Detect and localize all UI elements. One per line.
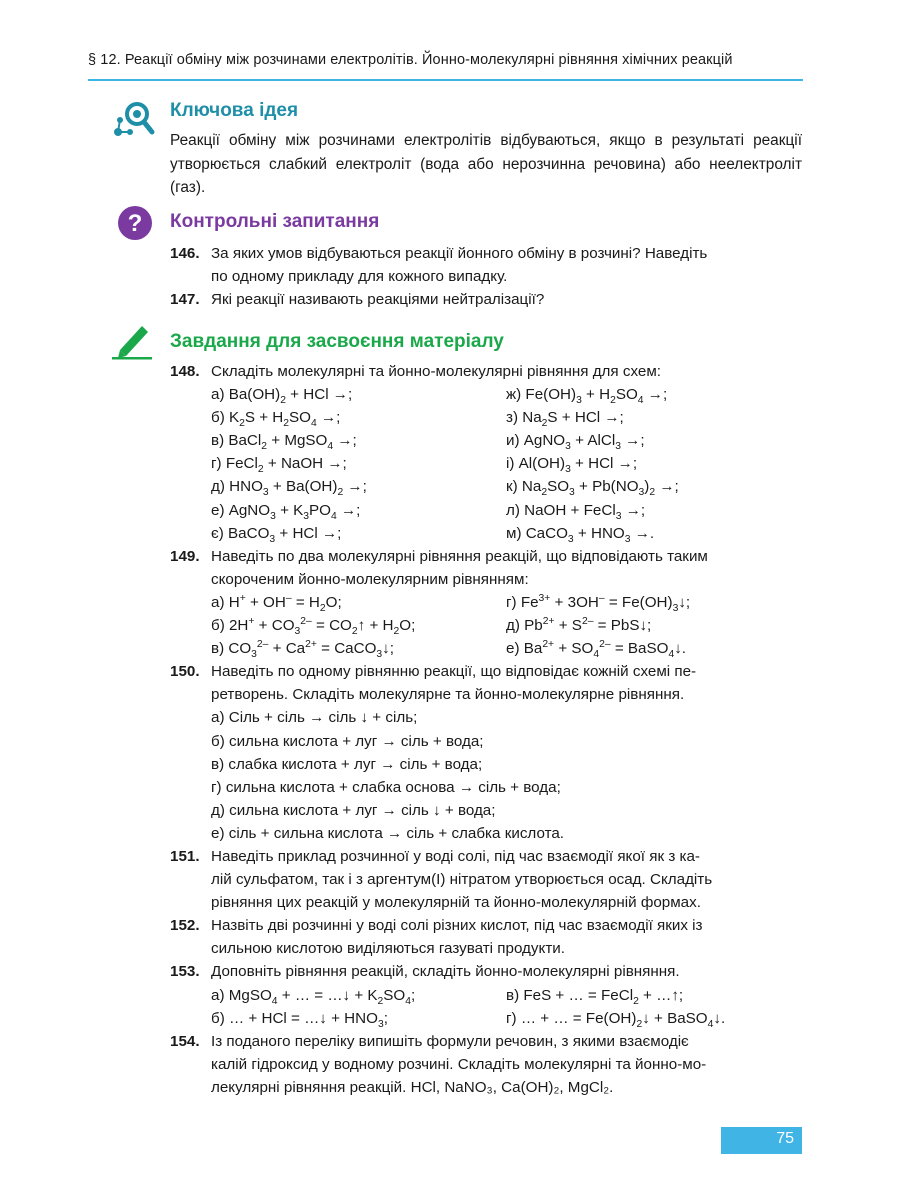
scheme-e: е) AgNO$_3$ + $K_3PO_4$ →; [211, 501, 361, 522]
equation-v: в) FeS + … = FeCl$_2$ + …↑; [506, 986, 684, 1007]
scheme-l: л) NaOH + FeCl$_3$ →; [506, 501, 646, 522]
question-146: 146. За яких умов відбуваються реакції йонного обміну в розчині? Наведіть [170, 242, 802, 265]
task-number: 153. [170, 963, 200, 981]
ionic-eq-d: д) $Pb^{2+} + S^{2-}$ = PbS↓; [506, 615, 652, 635]
scheme-a: а) $Ba(OH)_2$ + HCl →; [211, 386, 353, 407]
scheme-zh: ж) $Fe(OH)_3 + H_2SO_4$ →; [506, 386, 668, 407]
control-title: Контрольні запитання [170, 211, 380, 232]
svg-text:?: ? [127, 210, 143, 237]
scheme-ye: є) BaCO$_3$ + HCl →; [211, 524, 342, 545]
equation-a: а) MgSO$_4$ + … = …↓ + $K_2SO_4$; [211, 986, 416, 1007]
scheme-item: б) сильна кислота + луг → сіль + вода; [211, 732, 484, 750]
key-idea-title: Ключова ідея [170, 100, 299, 121]
ionic-eq-b: б) $2H^+ + CO_3^{2-}$ = $CO_2↑ + H_2O$; [211, 615, 416, 638]
scheme-m: м) CaCO$_3$ + $HNO_3$ →. [506, 524, 655, 545]
scheme-k: к) $Na_2SO_3 + Pb(NO_3)_2$ →; [506, 478, 679, 499]
task-152: 152. Назвіть дві розчинні у воді солі різних кислот, під час взаємодії яких із [170, 914, 802, 937]
question-number: 147. [170, 291, 200, 309]
task-149: 149. Наведіть по два молекулярні рівняння реакцій, що відповідають таким [170, 545, 802, 568]
scheme-y: и) AgNO$_3$ + AlCl$_3$ →; [506, 432, 645, 453]
task-151: 151. Наведіть приклад розчинної у воді солі, під час взаємодії якої як з ка- [170, 845, 802, 868]
key-idea-text: Реакції обміну між розчинами електролітів відбуваються, якщо в результаті реакції утворюється слабкий електроліт (вода або нерозчинна речовина) або неелектроліт (газ). [170, 132, 802, 196]
scheme-b: б) $K_2S + H_2SO_4$ →; [211, 409, 341, 430]
task-number: 150. [170, 663, 200, 681]
equation-g: г) … + … = $Fe(OH)_2↓$ + BaSO$_4$↓. [506, 1009, 726, 1030]
scheme-item: в) слабка кислота + луг → сіль + вода; [211, 755, 483, 773]
task-number: 148. [170, 363, 200, 380]
task-number: 149. [170, 547, 200, 565]
question-number: 146. [170, 245, 200, 262]
question-icon [117, 205, 153, 241]
task-number: 152. [170, 917, 200, 935]
scheme-d: д) $HNO_3 + Ba(OH)_2$ →; [211, 478, 367, 499]
scheme-item: е) сіль + сильна кислота → сіль + слабка кислота. [211, 824, 565, 842]
task-148: 148. Складіть молекулярні та йонно-молекулярні рівняння для схем: [170, 360, 802, 383]
magnifier-molecule-icon [110, 98, 156, 140]
task-153: 153. Доповніть рівняння реакцій, складіть йонно-молекулярні рівняння. [170, 960, 802, 983]
ionic-eq-g: г) $Fe^{3+} + 3OH^-$ = $Fe(OH)_3↓$; [506, 592, 691, 614]
pencil-icon [110, 320, 154, 360]
page-number-box [721, 1127, 802, 1154]
scheme-i: і) $Al(OH)_3$ + HCl →; [506, 455, 638, 476]
scheme-v: в) BaCl$_2$ + MgSO$_4$ →; [211, 432, 357, 453]
scheme-g: г) FeCl$_2$ + NaOH →; [211, 455, 347, 476]
task-150: 150. Наведіть по одному рівнянню реакції, що відповідає кожній схемі пе- [170, 660, 802, 683]
tasks-title: Завдання для засвоєння матеріалу [170, 331, 504, 352]
scheme-item: г) сильна кислота + слабка основа → сіль + вода; [211, 778, 561, 796]
task-number: 154. [170, 1032, 200, 1050]
header-rule [88, 79, 803, 81]
question-147: 147. Які реакції називають реакціями нейтралізації? [170, 288, 802, 311]
ionic-eq-e: е) $Ba^{2+} + SO_4^{2-}$ = BaSO$_4$↓. [506, 639, 687, 661]
scheme-item: д) сильна кислота + луг → сіль ↓ + вода; [211, 801, 496, 819]
task-list: 148. Складіть молекулярні та йонно-молекулярні рівняння для схем: а) $Ba(OH)_2$ + HCl →; ж) $Fe(OH)_3 + H_2SO_4$ →; б) $K_2S + H_2SO_4$ →; з) $Na_2S$ + HCl →; в) BaCl$_2$ + MgSO$_4$ →; и) AgNO$_3$ + AlCl$_3$ →; г) FeCl$_2$ + NaOH →; і) $Al(OH)_3$ + HCl →; д) $HNO_3 + Ba(OH)_2$ →; к) $Na_2SO_3 + Pb(NO_3)_2$ →; е) AgNO$_3$ + $K_3PO_4$ →; л) NaOH + FeCl$_3$ →; є) BaCO$_3$ + HCl →; м) CaCO$_3$ + $HNO_3$ →. 149. Наведіть по два молекулярні рівняння реакцій, що відповідають таким скороченим йонно-молекулярним рівнянням: а) $H^+ + OH^- = H_2O$; г) $Fe^{3+} + 3OH^-$ = $Fe(OH)_3↓$; б) $2H^+ + CO_3^{2-}$ = $CO_2↑ + H_2O$; д) $Pb^{2+} + S^{2-}$ = PbS↓; в) $CO_3^{2-} + Ca^{2+}$ = CaCO$_3$↓; е) $Ba^{2+} + SO_4^{2-}$ = BaSO$_4$↓. 150. Наведіть по одному рівнянню реакції, що відповідає кожній схемі пе- ретворень. Складіть молекулярне та йонно-молекулярне рівняння. а) Сіль + сіль → сіль ↓ + сіль; б) сильна кислота + луг → сіль + вода; в) слабка кислота + луг → сіль + вода; г) сильна кислота + слабка основа → сіль + вода; д) сильна кислота + луг → сіль ↓ + вода; е) сіль + сильна кислота → сіль + слабка кислота. 151. Наведіть приклад розчинної у воді солі, під час взаємодії якої як з ка- лій сульфатом, так і з аргентум(І) нітратом утворюється осад. Складіть рівняння цих реакцій у молекулярній та йонно-молекулярній формах. 152. Назвіть дві розчинні у воді солі різних кислот, під час взаємодії яких із сильною кислотою виділяються газуваті продукти. 153. Доповніть рівняння реакцій, складіть йонно-молекулярні рівняння. а) MgSO$_4$ + … = …↓ + $K_2SO_4$; в) FeS + … = FeCl$_2$ + …↑; б) … + HCl = …↓ + $HNO_3$; г) … + … = $Fe(OH)_2↓$ + BaSO$_4$↓. 154. Із поданого переліку випишіть формули речовин, з якими взаємодіє калій гідроксид у водному розчині. Складіть молекулярні та йонно-мо- лекулярні рівняння реакцій. HCl, NaNO₃, Ca(OH)₂, MgCl₂. [170, 360, 802, 1099]
ionic-eq-a: а) $H^+ + OH^- = H_2O$; [211, 592, 342, 614]
scheme-z: з) $Na_2S$ + HCl →; [506, 409, 624, 430]
equation-b: б) … + HCl = …↓ + $HNO_3$; [211, 1009, 388, 1030]
task-154: 154. Із поданого переліку випишіть формули речовин, з якими взаємодіє [170, 1030, 802, 1053]
ionic-eq-v: в) $CO_3^{2-} + Ca^{2+}$ = CaCO$_3$↓; [211, 639, 394, 661]
task-number: 151. [170, 847, 200, 865]
scheme-item: а) Сіль + сіль → сіль ↓ + сіль; [211, 709, 418, 727]
page-number: 75 [776, 1130, 794, 1147]
control-questions: 146. За яких умов відбуваються реакції йонного обміну в розчині? Наведіть по одному прикладу для кожного випадку. 147. Які реакції називають реакціями нейтралізації? [170, 242, 802, 311]
running-header: § 12. Реакції обміну між розчинами електролітів. Йонно-молекулярні рівняння хімічних реакцій [88, 52, 733, 68]
